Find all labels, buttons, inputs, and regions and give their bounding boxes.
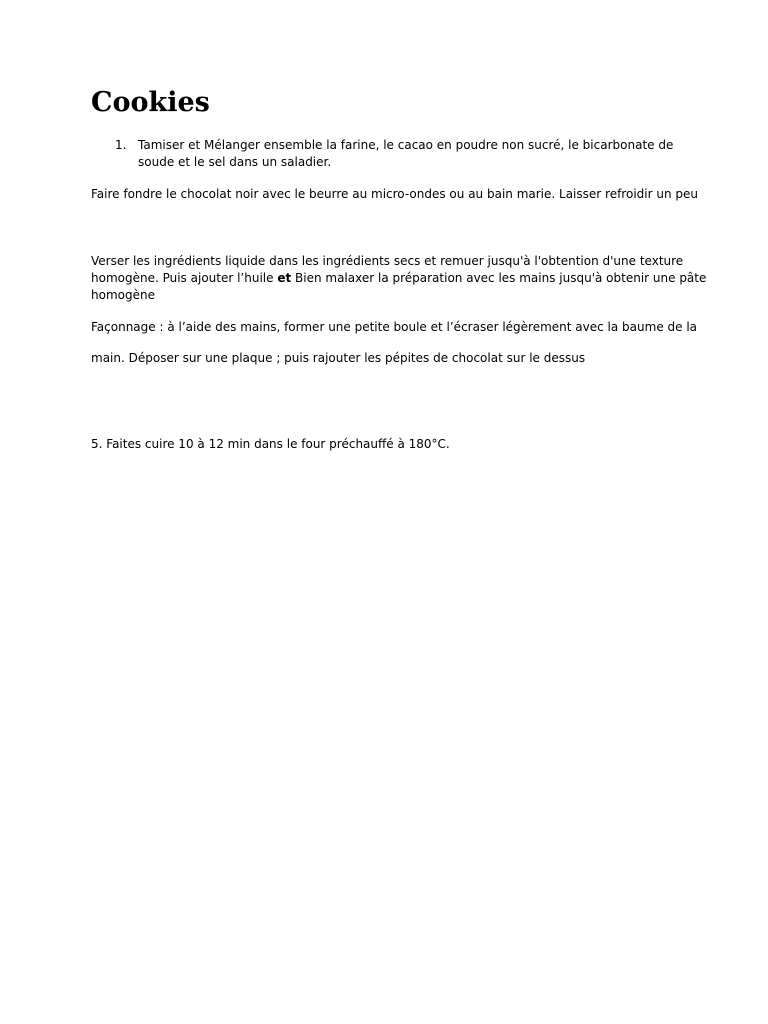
paragraph-step-4-line-2 xyxy=(91,350,691,367)
bold-text: et xyxy=(277,271,292,285)
text-line: homogène xyxy=(91,288,155,302)
list-number: 1. xyxy=(115,138,127,152)
text-segment: homogène. Puis ajouter l’huile xyxy=(91,271,278,285)
paragraph-step-3 xyxy=(91,253,707,304)
text-line xyxy=(91,270,707,287)
paragraph-step-4-line-1 xyxy=(91,319,698,336)
text-line: soude et le sel dans un saladier. xyxy=(138,155,332,169)
paragraph-step-5 xyxy=(91,436,691,453)
paragraph-step-2 xyxy=(91,186,698,203)
text-line: 5. Faites cuire 10 à 12 min dans le four préchauffé à 180°C. xyxy=(91,437,450,451)
document-title: Cookies xyxy=(91,87,210,118)
text-line: Verser les ingrédients liquide dans les ingrédients secs et remuer jusqu'à l'obtention d'une texture xyxy=(91,254,684,268)
text-line: main. Déposer sur une plaque ; puis rajouter les pépites de chocolat sur le dessus xyxy=(91,351,586,365)
text-line: Faire fondre le chocolat noir avec le beurre au micro-ondes ou au bain marie. Laisser refroidir un peu xyxy=(91,187,698,201)
text-segment: Bien malaxer la préparation avec les mains jusqu'à obtenir une pâte xyxy=(291,271,707,285)
text-line: Façonnage : à l’aide des mains, former une petite boule et l’écraser légèrement avec la baume de la xyxy=(91,320,698,334)
text-line: Tamiser et Mélanger ensemble la farine, le cacao en poudre non sucré, le bicarbonate de xyxy=(138,138,674,152)
list-item-text xyxy=(138,137,673,171)
